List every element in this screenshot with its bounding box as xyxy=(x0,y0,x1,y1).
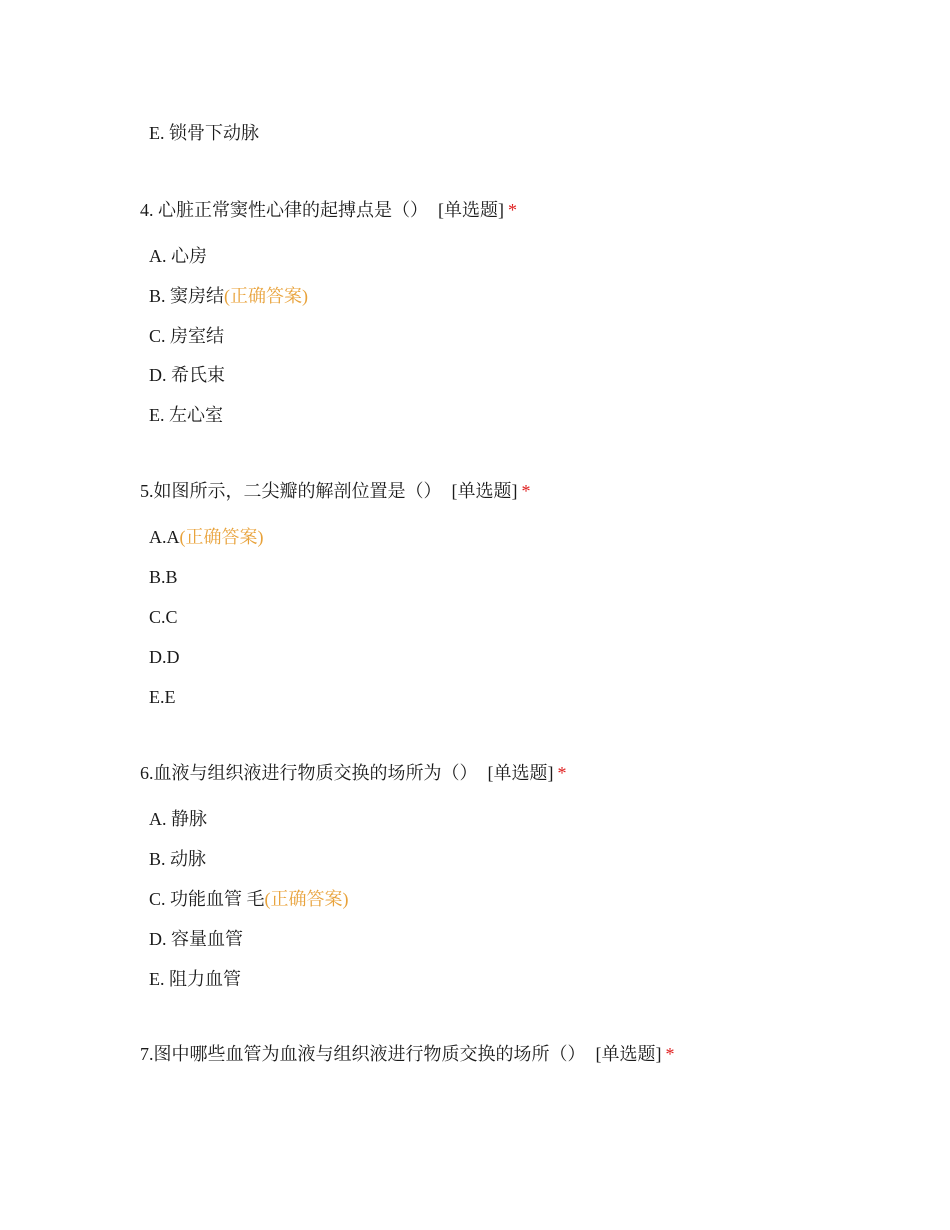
q5-option-d[interactable] xyxy=(149,645,180,669)
option-text: C.C xyxy=(149,607,178,627)
question-6-title xyxy=(140,761,567,785)
option-text: E. 左心室 xyxy=(149,405,223,425)
option-text: C. 房室结 xyxy=(149,326,225,346)
question-type-label: [单选题] xyxy=(438,200,504,220)
option-text: D. 容量血管 xyxy=(149,929,243,949)
q4-option-b[interactable] xyxy=(149,284,308,308)
correct-answer-badge: (正确答案) xyxy=(264,889,349,909)
q4-option-a[interactable] xyxy=(149,244,207,268)
option-text: C. 功能血管 毛 xyxy=(149,889,265,909)
q6-option-c[interactable] xyxy=(149,887,349,911)
q5-option-a[interactable] xyxy=(149,525,264,549)
q5-option-c[interactable] xyxy=(149,605,178,629)
option-text: B.B xyxy=(149,567,178,587)
required-marker: * xyxy=(508,200,517,220)
option-text: A.A xyxy=(149,527,180,547)
q4-option-e[interactable] xyxy=(149,403,223,427)
question-7-title xyxy=(140,1042,675,1066)
q4-option-d[interactable] xyxy=(149,363,225,387)
question-5-title xyxy=(140,479,531,503)
correct-answer-badge: (正确答案) xyxy=(179,527,264,547)
question-text: 5.如图所示，二尖瓣的解剖位置是（） xyxy=(140,481,442,501)
q6-option-b[interactable] xyxy=(149,847,206,871)
correct-answer-badge: (正确答案) xyxy=(224,286,309,306)
option-text: A. 心房 xyxy=(149,246,207,266)
option-text: B. 窦房结 xyxy=(149,286,225,306)
q6-option-e[interactable] xyxy=(149,967,241,991)
option-text: A. 静脉 xyxy=(149,809,207,829)
option-text: E.E xyxy=(149,687,176,707)
question-text: 7.图中哪些血管为血液与组织液进行物质交换的场所（） xyxy=(140,1044,586,1064)
option-text: B. 动脉 xyxy=(149,849,207,869)
q5-option-e[interactable] xyxy=(149,685,176,709)
q4-option-c[interactable] xyxy=(149,324,224,348)
prev-option-e[interactable] xyxy=(149,121,259,145)
required-marker: * xyxy=(521,481,531,501)
required-marker: * xyxy=(557,763,567,783)
option-text: E. 锁骨下动脉 xyxy=(149,123,259,143)
question-4-title xyxy=(140,198,517,222)
question-type-label: [单选题] xyxy=(451,481,518,501)
q6-option-d[interactable] xyxy=(149,927,243,951)
option-text: D.D xyxy=(149,647,180,667)
question-type-label: [单选题] xyxy=(595,1044,662,1064)
option-text: E. 阻力血管 xyxy=(149,969,241,989)
q6-option-a[interactable] xyxy=(149,807,207,831)
question-text: 4. 心脏正常窦性心律的起搏点是（） xyxy=(140,200,428,220)
question-text: 6.血液与组织液进行物质交换的场所为（） xyxy=(140,763,478,783)
q5-option-b[interactable] xyxy=(149,565,178,589)
required-marker: * xyxy=(665,1044,675,1064)
question-type-label: [单选题] xyxy=(487,763,554,783)
option-text: D. 希氏束 xyxy=(149,365,225,385)
